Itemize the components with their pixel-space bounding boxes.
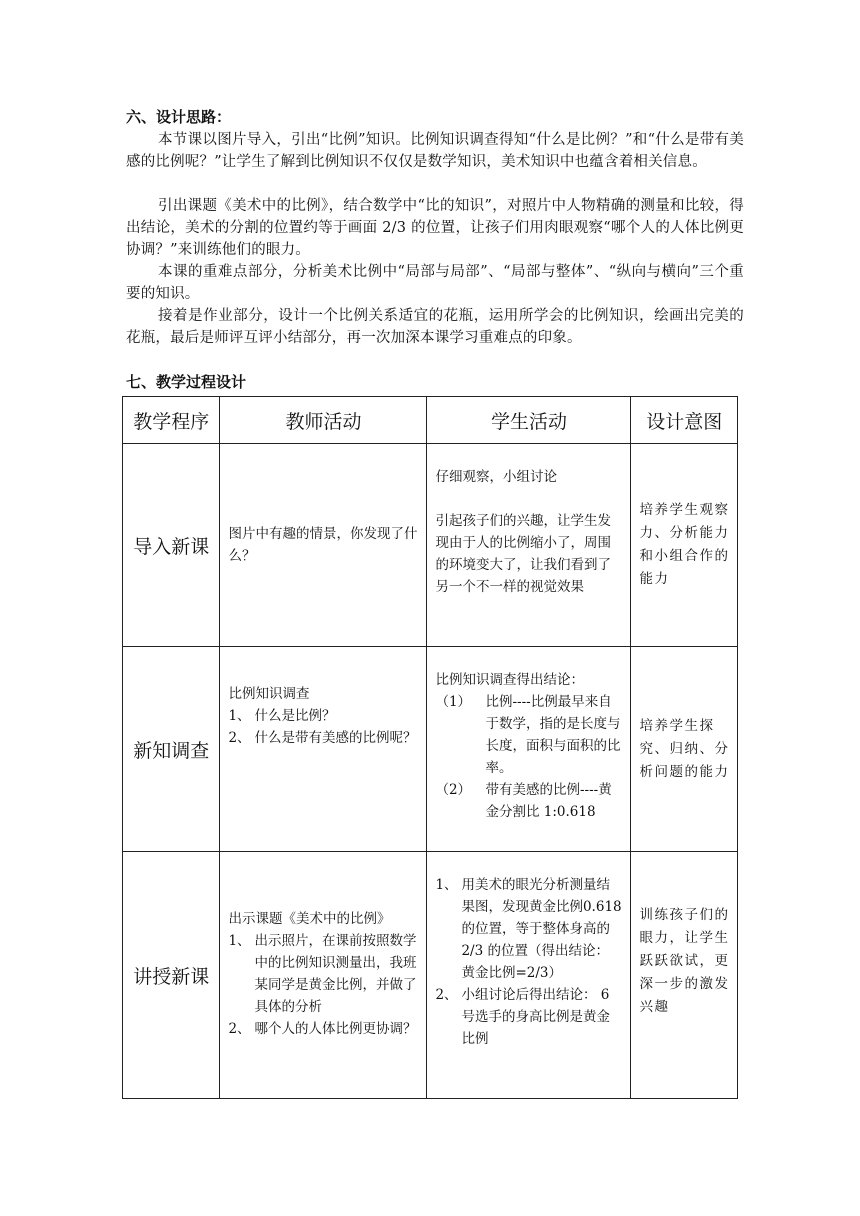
stage-cell: 导入新课 bbox=[123, 444, 220, 647]
student-activity-cell bbox=[427, 647, 631, 852]
list-item: （2） 带有美感的比例----黄金分割比 1:0.618 bbox=[435, 782, 612, 820]
header-student-activity: 学生活动 bbox=[427, 397, 631, 444]
student-line-1: 仔细观察，小组讨论 bbox=[435, 469, 557, 485]
teacher-title: 比例知识调查 bbox=[228, 686, 310, 702]
design-paragraph-3: 本课的重难点部分，分析美术比例中“局部与局部”、“局部与整体”、“纵向与横向”三个重要的知识。 bbox=[126, 264, 744, 302]
list-item: 1、 什么是比例？ bbox=[228, 708, 336, 724]
section-7-heading: 七、教学过程设计 bbox=[126, 373, 247, 391]
table-row bbox=[123, 647, 738, 852]
list-item: 2、 什么是带有美感的比例呢？ bbox=[228, 730, 417, 746]
section-6-heading: 六、设计思路： bbox=[126, 108, 232, 126]
list-item: 2、 哪个人的人体比例更协调？ bbox=[228, 1021, 417, 1037]
list-item: （1） 比例----比例最早来自于数学，指的是长度与长度，面积与面积的比率。 bbox=[435, 694, 621, 776]
header-stage: 教学程序 bbox=[123, 397, 220, 444]
student-activity-cell bbox=[427, 852, 631, 1099]
list-item: 1、 出示照片，在课前按照数学中的比例知识测量出，我班某同学是黄金比例，并做了具体的分析 bbox=[228, 933, 417, 1015]
design-paragraph-2: 引出课题《美术中的比例》，结合数学中“比的知识”，对照片中人物精确的测量和比较，得出结论，美术的分割的位置约等于画面 2/3 的位置，让孩子们用肉眼观察“哪个人的人体比例更协调？”来训练他们的眼力。 bbox=[126, 198, 744, 258]
teacher-activity-cell bbox=[220, 852, 427, 1099]
student-title: 比例知识调查得出结论： bbox=[435, 672, 584, 688]
teacher-text: 图片中有趣的情景，你发现了什么？ bbox=[228, 526, 418, 564]
student-activity-cell bbox=[427, 444, 631, 647]
intent-text: 培养学生观察力、分析能力和小组合作的能力 bbox=[639, 502, 730, 587]
design-intent-cell bbox=[631, 852, 738, 1099]
teaching-process-table bbox=[122, 396, 738, 1099]
design-intent-cell bbox=[631, 444, 738, 647]
intent-text: 培养学生探究、归纳、分析问题的能力 bbox=[639, 717, 730, 780]
student-line-2: 引起孩子们的兴趣，让学生发现由于人的比例缩小了，周围的环境变大了，让我们看到了另一个不一样的视觉效果 bbox=[435, 513, 611, 595]
design-paragraph-1: 本节课以图片导入，引出“比例”知识。比例知识调查得知“什么是比例？”和“什么是带有美感的比例呢？”让学生了解到比例知识不仅仅是数学知识，美术知识中也蕴含着相关信息。 bbox=[126, 132, 744, 170]
list-item: 1、 用美术的眼光分析测量结果图，发现黄金比例0.618的位置，等于整体身高的 2/3 的位置（得出结论：黄金比例=2/3） bbox=[435, 877, 622, 981]
table-row bbox=[123, 444, 738, 647]
list-item: 2、 小组讨论后得出结论： 6号选手的身高比例是黄金比例 bbox=[435, 987, 610, 1047]
header-design-intent: 设计意图 bbox=[631, 397, 738, 444]
teacher-title: 出示课题《美术中的比例》 bbox=[228, 911, 391, 927]
intent-text: 训练孩子们的眼力，让学生跃跃欲试，更深一步的激发兴趣 bbox=[639, 907, 730, 1015]
stage-cell: 新知调查 bbox=[123, 647, 220, 852]
design-intent-cell bbox=[631, 647, 738, 852]
design-paragraph-4: 接着是作业部分，设计一个比例关系适宜的花瓶，运用所学会的比例知识，绘画出完美的花瓶，最后是师评互评小结部分，再一次加深本课学习重难点的印象。 bbox=[126, 308, 744, 346]
teacher-activity-cell bbox=[220, 444, 427, 647]
teacher-activity-cell bbox=[220, 647, 427, 852]
stage-cell: 讲授新课 bbox=[123, 852, 220, 1099]
table-row bbox=[123, 852, 738, 1099]
table-header-row bbox=[123, 397, 738, 444]
header-teacher-activity: 教师活动 bbox=[220, 397, 427, 444]
